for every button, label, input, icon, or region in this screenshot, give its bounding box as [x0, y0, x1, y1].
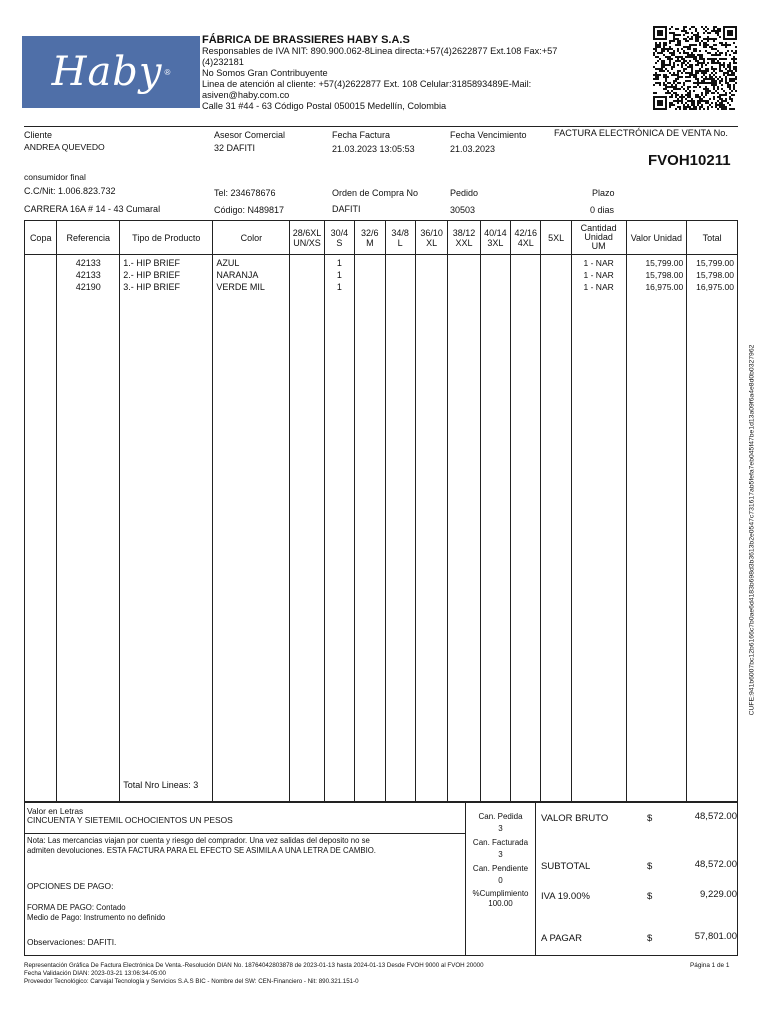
col-size-9 [541, 255, 571, 802]
factura-number: FVOH10211 [648, 152, 731, 169]
consumidor-final: consumidor final [24, 172, 86, 182]
header-size-6 [448, 221, 480, 255]
total-lineas: Total Nro Lineas: 3 [123, 780, 199, 790]
col-size-2 [324, 255, 354, 802]
iva-currency: $ [647, 891, 653, 902]
row-1-valor: 15,799.00 [645, 258, 684, 268]
valor-letras-label: Valor en Letras [27, 806, 84, 816]
qr-code [653, 26, 737, 110]
plazo-value: 0 dias [590, 205, 615, 215]
cliente-direccion: CARRERA 16A # 14 - 43 Cumaral [24, 204, 161, 214]
header-size-9: 5XL [541, 221, 571, 255]
fecha-vencimiento-label: Fecha Vencimiento [450, 130, 527, 140]
row-3-cant: 1 - NAR [583, 282, 614, 292]
header-valor-unidad: Valor Unidad [626, 221, 687, 255]
valor-bruto-currency: $ [647, 813, 653, 824]
company-logo [22, 36, 200, 108]
col-tipo [120, 255, 213, 802]
header-size-7 [480, 221, 510, 255]
can-facturada-value: 3 [498, 850, 503, 859]
cantidad-line-1: Cantidad [580, 223, 617, 233]
row-1-cant: 1 - NAR [583, 258, 614, 268]
header-size-3 [355, 221, 385, 255]
row-2-cant: 1 - NAR [583, 270, 614, 280]
row-2-color: NARANJA [216, 270, 259, 280]
size-6-top: 38/12 [452, 227, 476, 238]
cliente-tel: Tel: 234678676 [214, 188, 276, 198]
a-pagar-value: 57,801.00 [694, 931, 737, 942]
col-copa [25, 255, 57, 802]
size-8-bottom: 4XL [517, 237, 534, 248]
a-pagar-label: A PAGAR [541, 933, 583, 944]
row-1-ref: 42133 [75, 258, 101, 268]
header-total: Total [687, 221, 738, 255]
size-7-top: 40/14 [484, 227, 507, 238]
size-8-top: 42/16 [514, 227, 538, 238]
can-pendiente-label: Can. Pendiente [472, 864, 529, 873]
footer-hline [25, 833, 465, 834]
size-3-top: 32/6 [361, 227, 379, 238]
cliente-value: ANDREA QUEVEDO [24, 142, 105, 152]
header-referencia: Referencia [57, 221, 120, 255]
header-size-1 [290, 221, 324, 255]
plazo-label: Plazo [592, 188, 615, 198]
fecha-factura-label: Fecha Factura [332, 130, 391, 140]
forma-pago: FORMA DE PAGO: Contado [27, 903, 126, 912]
row-3-ref: 42190 [75, 282, 101, 292]
cantidades [466, 811, 535, 909]
header-copa: Copa [25, 221, 57, 255]
pedido-label: Pedido [450, 188, 479, 198]
col-size-7 [480, 255, 510, 802]
iva-value: 9,229.00 [700, 889, 737, 900]
company-line-4: Linea de atención al cliente: +57(4)2622877 Ext. 108 Celular:3185893489E-Mail: [202, 79, 532, 89]
orden-compra-value: DAFITI [332, 204, 361, 214]
cantidad-line-3: UM [591, 241, 606, 251]
subtotal-value: 48,572.00 [694, 859, 737, 870]
cumplimiento-value: 100.00 [488, 899, 513, 908]
subtotal-currency: $ [647, 861, 653, 872]
valor-letras-value: CINCUENTA Y SIETEMIL OCHOCIENTOS UN PESOS [27, 815, 233, 825]
can-pendiente-value: 0 [498, 876, 503, 885]
cliente-label: Cliente [24, 130, 53, 140]
page-number: Página 1 de 1 [690, 962, 730, 969]
nota-line-2: admiten devoluciones. ESTA FACTURA PARA EL EFECTO SE ASIMILA A UNA LETRA DE CAMBIO. [27, 846, 376, 855]
row-1-color: AZUL [216, 258, 240, 268]
size-5-top: 36/10 [420, 227, 443, 238]
row-2-tipo: 2.- HIP BRIEF [123, 270, 181, 280]
totals-footer [24, 802, 738, 956]
col-size-8 [511, 255, 541, 802]
pago-info [27, 903, 165, 923]
header-cantidad [571, 221, 626, 255]
col-size-5 [415, 255, 447, 802]
legal-line-2: Fecha Validación DIAN: 2023-03-21 13:06:34-05:00 [24, 970, 166, 977]
logo-registered-mark: ® [164, 67, 171, 77]
footer-divider-2 [535, 803, 536, 955]
size-6-bottom: XXL [455, 237, 473, 248]
size-3-bottom: M [366, 237, 374, 248]
subtotal-label: SUBTOTAL [541, 861, 591, 872]
asesor-value: 32 DAFITI [214, 143, 256, 153]
row-1-tipo: 1.- HIP BRIEF [123, 258, 181, 268]
company-info [202, 34, 642, 112]
medio-pago: Medio de Pago: Instrumento no definido [27, 913, 166, 922]
cliente-codigo: Código: N489817 [214, 205, 285, 215]
col-size-6 [448, 255, 480, 802]
legal-line-1: Representación Gráfica De Factura Electrónica De Venta.-Resolución DIAN No. 18764042803878 de 2023-01-13 hasta 2024-01-13 Desde FVOH 9000 al FVOH 20000 [24, 962, 484, 969]
row-3-size: 1 [336, 282, 342, 292]
valor-bruto-label: VALOR BRUTO [541, 813, 609, 824]
cufe-vertical [743, 260, 761, 800]
col-size-4 [385, 255, 415, 802]
header-color: Color [213, 221, 290, 255]
col-cantidad [571, 255, 626, 802]
header-size-8 [511, 221, 541, 255]
company-address: Calle 31 #44 - 63 Código Postal 050015 Medellín, Colombia [202, 101, 447, 111]
size-1-top: 28/6XL [292, 227, 322, 238]
row-3-total: 16,975.00 [696, 282, 734, 292]
nota [27, 836, 463, 856]
can-pedida-value: 3 [498, 824, 503, 833]
size-2-bottom: S [336, 237, 343, 248]
can-facturada-label: Can. Facturada [472, 838, 529, 847]
factura-label: FACTURA ELECTRÓNICA DE VENTA No. [554, 128, 728, 138]
size-5-bottom: XL [426, 237, 438, 248]
row-1-total: 15,799.00 [696, 258, 734, 268]
legal-footer [24, 962, 738, 986]
row-3-valor: 16,975.00 [645, 282, 684, 292]
size-7-bottom: 3XL [487, 237, 504, 248]
row-3-color: VERDE MIL [216, 282, 265, 292]
logo-text: Haby [51, 49, 163, 95]
cufe-text: CUFE:941b6007bc12b6166c7b0ae6d4183b698d3b3613b2e0547c731617ab5fefa7eb045f47be1d13a09f6a4e8d0b0327962 [748, 344, 756, 716]
valor-bruto-value: 48,572.00 [694, 811, 737, 822]
header-size-2 [324, 221, 354, 255]
table-row [25, 255, 738, 802]
header-size-4 [385, 221, 415, 255]
company-line-5: asiven@haby.com.co [202, 90, 290, 100]
row-1-size: 1 [336, 258, 342, 268]
header-divider [24, 126, 738, 127]
orden-compra-label: Orden de Compra No [332, 188, 419, 198]
row-2-ref: 42133 [75, 270, 101, 280]
table-header-row [25, 221, 738, 255]
col-total [687, 255, 738, 802]
observaciones: Observaciones: DAFITI. [27, 937, 117, 947]
iva-label: IVA 19.00% [541, 891, 590, 902]
legal-line-3: Proveedor Tecnológico: Carvajal Tecnología y Servicios S.A.S BIC - Nombre del SW: CEN-Financiero - Nit: 890.321.151-0 [24, 978, 359, 985]
cumplimiento-label: %Cumplimiento [472, 889, 529, 898]
opciones-pago: OPCIONES DE PAGO: [27, 881, 114, 891]
size-4-bottom: L [397, 237, 403, 248]
col-color [213, 255, 290, 802]
company-line-3: No Somos Gran Contribuyente [202, 68, 328, 78]
company-line-1: Responsables de IVA NIT: 890.900.062-8Linea directa:+57(4)2622877 Ext.108 Fax:+57 [202, 46, 558, 56]
company-line-2: (4)232181 [202, 57, 244, 67]
valor-letras [27, 807, 233, 825]
header-tipo: Tipo de Producto [120, 221, 213, 255]
row-2-size: 1 [336, 270, 342, 280]
size-2-top: 30/4 [330, 227, 349, 238]
a-pagar-currency: $ [647, 933, 653, 944]
cantidad-line-2: Unidad [584, 232, 613, 242]
items-table [24, 220, 738, 802]
company-name: FÁBRICA DE BRASSIERES HABY S.A.S [202, 34, 410, 46]
row-2-total: 15,798.00 [696, 270, 734, 280]
fecha-factura-value: 21.03.2023 13:05:53 [332, 144, 415, 154]
row-3-tipo: 3.- HIP BRIEF [123, 282, 181, 292]
asesor-label: Asesor Comercial [214, 130, 286, 140]
can-pedida-label: Can. Pedida [478, 812, 523, 821]
fecha-vencimiento-value: 21.03.2023 [450, 144, 496, 154]
nota-line-1: Nota: Las mercancias viajan por cuenta y riesgo del comprador. Una vez salidas del deposito no se [27, 836, 370, 845]
col-size-1 [290, 255, 324, 802]
pedido-value: 30503 [450, 205, 476, 215]
header-size-5 [415, 221, 447, 255]
col-size-3 [355, 255, 385, 802]
col-referencia [57, 255, 120, 802]
row-2-valor: 15,798.00 [645, 270, 684, 280]
size-1-bottom: UN/XS [293, 237, 321, 248]
cliente-nit: C.C/Nit: 1.006.823.732 [24, 186, 116, 196]
size-4-top: 34/8 [391, 227, 409, 238]
col-valor-unidad [626, 255, 687, 802]
